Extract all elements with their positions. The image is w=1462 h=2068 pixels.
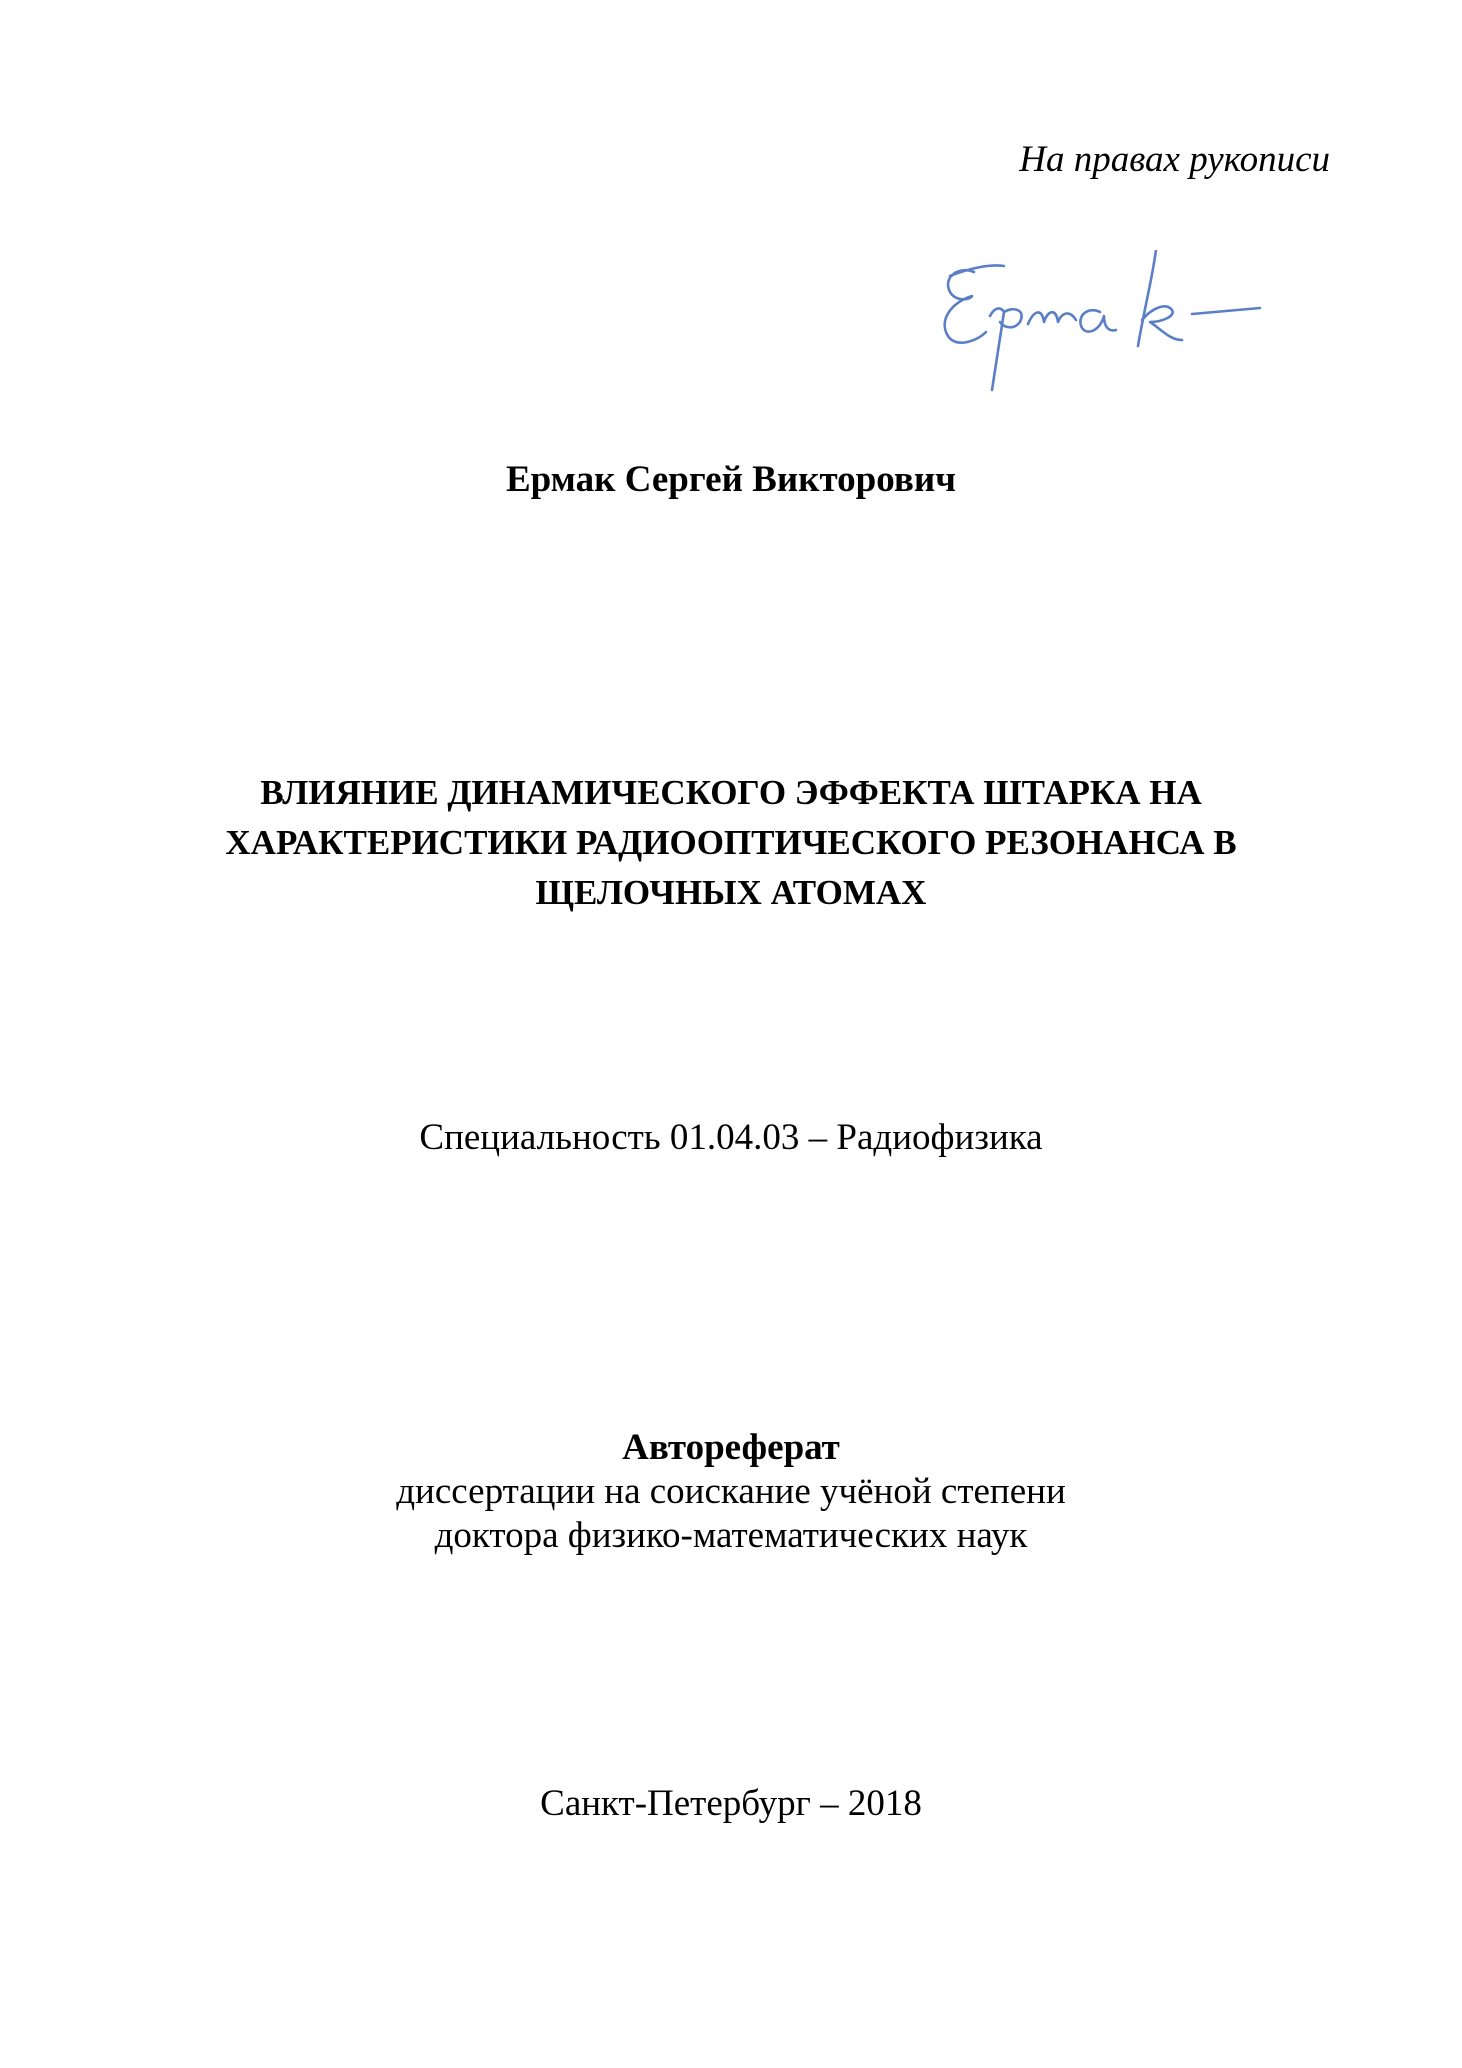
handwritten-signature [930,250,1310,400]
city-year: Санкт-Петербург – 2018 [540,1783,922,1824]
abstract-heading: Автореферат [622,1427,840,1468]
dissertation-title [120,768,1342,918]
specialty-line: Специальность 01.04.03 – Радиофизика [419,1117,1043,1158]
rights-note: На правах рукописи [1019,139,1330,180]
abstract-line: доктора физико-математических наук [434,1515,1028,1556]
title-line: ЩЕЛОЧНЫХ АТОМАХ [535,873,927,912]
abstract-block [0,1426,1462,1558]
title-line: ВЛИЯНИЕ ДИНАМИЧЕСКОГО ЭФФЕКТА ШТАРКА НА [260,773,1202,812]
abstract-line: диссертации на соискание учёной степени [396,1471,1066,1512]
author-name: Ермак Сергей Викторович [505,459,957,500]
title-line: ХАРАКТЕРИСТИКИ РАДИООПТИЧЕСКОГО РЕЗОНАНСА В [225,823,1237,862]
